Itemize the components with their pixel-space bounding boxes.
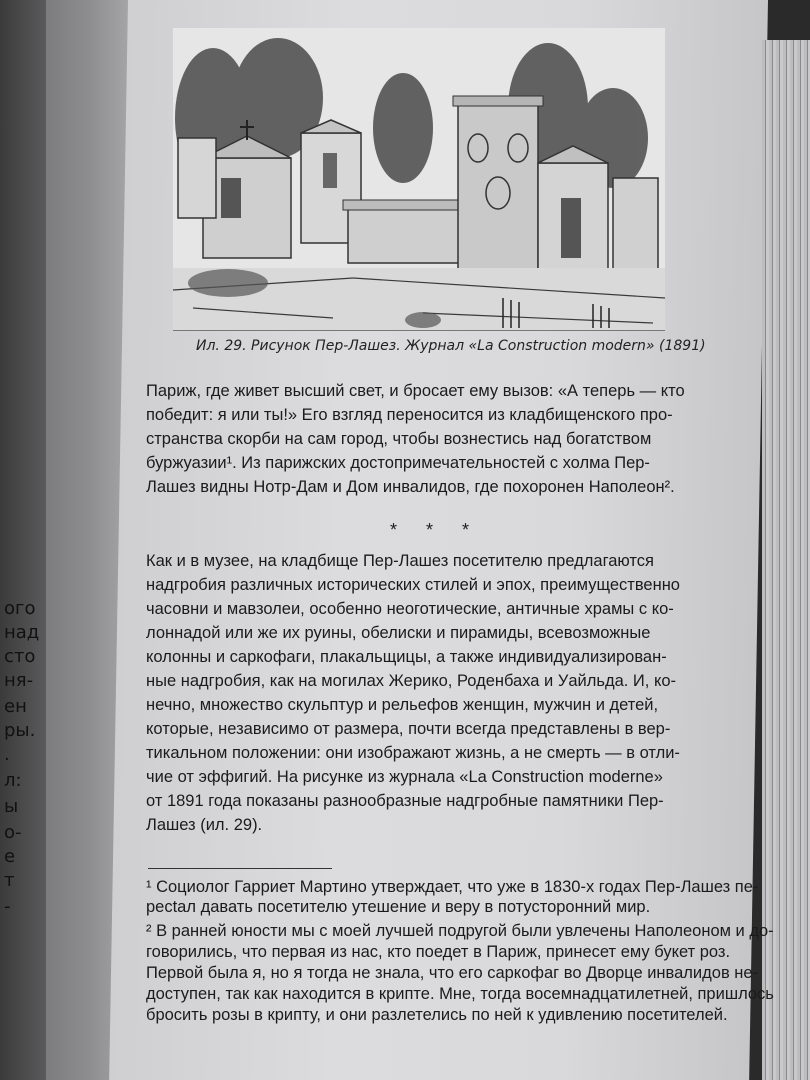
paragraph-line: победит: я или ты!» Его взгляд переносится из кладбищенского про-: [146, 406, 673, 424]
footnote-line: доступен, так как находится в крипте. Мне, тогда восемнадцатилетней, пришлось: [146, 985, 774, 1003]
footnote-line: бросить розы в крипту, и они разлетелись по ней к удивлению посетителей.: [146, 1006, 728, 1024]
left-text-fragment: ен: [4, 696, 27, 717]
paragraph-line: которые, независимо от размера, почти всегда представлены в вер-: [146, 720, 671, 738]
left-text-fragment: ры.: [4, 720, 36, 741]
paragraph-line: буржуазии¹. Из парижских достопримечательностей с холма Пер-: [146, 454, 650, 472]
footnote-line: ресtал давать посетителю утешение и веру в потусторонний мир.: [146, 898, 651, 916]
left-text-fragment: ы: [4, 796, 19, 817]
paragraph-line: часовни и мавзолеи, особенно неоготические, античные храмы с ко-: [146, 600, 674, 618]
left-text-fragment: е: [4, 846, 16, 867]
left-text-fragment: сто: [4, 646, 36, 667]
paragraph-line: Париж, где живет высший свет, и бросает ему вызов: «А теперь — кто: [146, 382, 685, 400]
left-text-fragment: ого: [4, 598, 36, 619]
left-page-shadow: [0, 0, 46, 1080]
paragraph-line: Лашез (ил. 29).: [146, 816, 263, 834]
paragraph-line: Как и в музее, на кладбище Пер-Лашез посетителю предлагаются: [146, 552, 654, 570]
paragraph-line: надгробия различных исторических стилей и эпох, преимущественно: [146, 576, 680, 594]
footnote-line: Первой была я, но я тогда не знала, что его саркофаг во Дворце инвалидов не-: [146, 964, 759, 982]
paragraph-line: Лашез видны Нотр-Дам и Дом инвалидов, где похоронен Наполеон².: [146, 478, 675, 496]
figure-caption: Ил. 29. Рисунок Пер-Лашез. Журнал «La Construction modern» (1891): [196, 338, 706, 354]
left-text-fragment: .: [4, 744, 10, 765]
paragraph-line: чие от эффигий. На рисунке из журнала «La Construction moderne»: [146, 768, 663, 786]
left-text-fragment: о-: [4, 822, 22, 843]
cemetery-illustration: [173, 28, 665, 331]
paragraph-line: тикальном положении: они изображают жизнь, а не смерть — в отли-: [146, 744, 680, 762]
paragraph-line: нечно, множество скульптур и рельефов женщин, мужчин и детей,: [146, 696, 659, 714]
footnote-line: ¹ Социолог Гарриет Мартино утверждает, что уже в 1830-х годах Пер-Лашез пе-: [146, 878, 759, 896]
paragraph-line: колонны и саркофаги, плакальщицы, а также индивидуализирован-: [146, 648, 667, 666]
footnote-line: ² В ранней юности мы с моей лучшей подругой были увлечены Наполеоном и до-: [146, 922, 774, 940]
footnote-line: говорились, что первая из нас, кто поедет в Париж, принесет ему букет роз.: [146, 943, 731, 961]
left-text-fragment: над: [4, 622, 40, 643]
left-text-fragment: -: [4, 896, 11, 917]
left-text-fragment: т: [4, 870, 15, 891]
section-separator: * * *: [390, 520, 482, 540]
left-text-fragment: л:: [4, 770, 22, 791]
paragraph-line: лоннадой или же их руины, обелиски и пирамиды, всевозможные: [146, 624, 651, 642]
paragraph-line: ные надгробия, как на могилах Жерико, Роденбаха и Уайльда. И, ко-: [146, 672, 677, 690]
footnote-divider: [148, 868, 332, 869]
left-text-fragment: ня-: [4, 670, 34, 691]
paragraph-line: от 1891 года показаны разнообразные надгробные памятники Пер-: [146, 792, 664, 810]
paragraph-line: странства скорби на сам город, чтобы вознестись над богатством: [146, 430, 652, 448]
